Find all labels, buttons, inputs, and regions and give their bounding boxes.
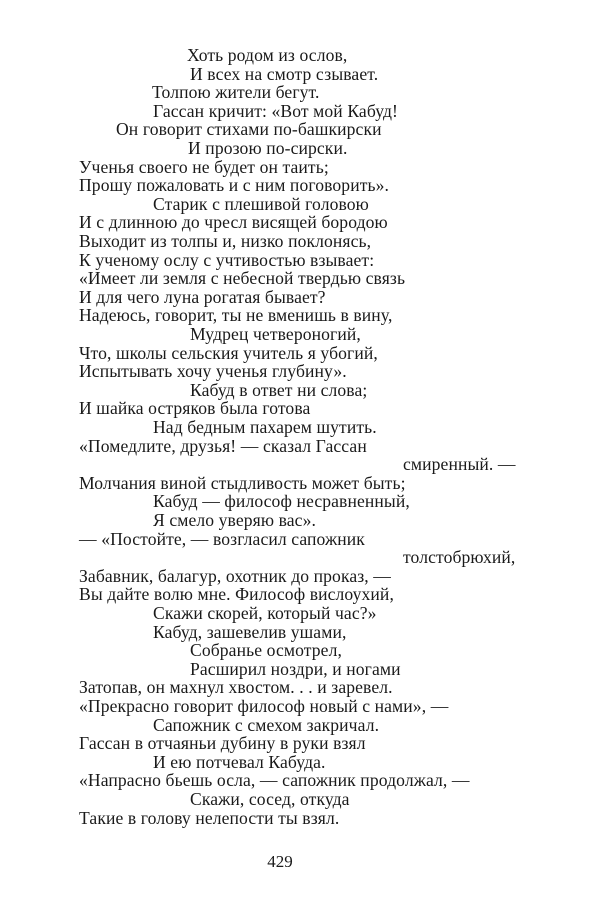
poem-line-continuation: толстобрюхий, bbox=[403, 547, 516, 568]
poem-line: И ею потчевал Кабуда. bbox=[153, 751, 326, 772]
poem-line: Сапожник с смехом закричал. bbox=[153, 714, 380, 735]
poem-line: И всех на смотр сзывает. bbox=[190, 63, 379, 84]
poem-line: Кабуд — философ несравненный, bbox=[153, 491, 410, 512]
poem-line: Такие в голову нелепости ты взял. bbox=[79, 807, 340, 828]
poem-line: К ученому ослу с учтивостью взывает: bbox=[79, 249, 375, 270]
poem-line: Выходит из толпы и, низко поклонясь, bbox=[79, 231, 372, 251]
poem-line: «Напрасно бьешь осла, — сапожник продолжал, — bbox=[79, 770, 470, 791]
poem-line: Испытывать хочу ученья глубину». bbox=[79, 361, 347, 382]
poem-line: И прозою по-сирски. bbox=[188, 138, 348, 158]
poem-line: И для чего луна рогатая бывает? bbox=[79, 286, 326, 307]
poem-line: Я смело уверяю вас». bbox=[153, 510, 316, 530]
poem-line: Он говорит стихами по-башкирски bbox=[116, 119, 382, 140]
poem-line: Кабуд, зашевелив ушами, bbox=[153, 621, 347, 642]
poem-line: «Помедлите, друзья! — сказал Гассан bbox=[79, 435, 367, 456]
poem-line: Молчания виной стыдливость может быть; bbox=[79, 472, 406, 493]
poem-line: Собранье осмотрел, bbox=[190, 640, 342, 661]
poem-line: Скажи, сосед, откуда bbox=[190, 789, 350, 809]
poem-line: И шайка остряков была готова bbox=[79, 398, 311, 419]
poem-line: — «Постойте, — возгласил сапожник bbox=[79, 528, 365, 549]
poem-line: Мудрец четвероногий, bbox=[190, 324, 361, 344]
poem-line: Хоть родом из ослов, bbox=[187, 45, 348, 65]
poem-line: Ученья своего не будет он таить; bbox=[79, 156, 329, 177]
poem-line: «Прекрасно говорит философ новый с нами», — bbox=[79, 696, 449, 716]
poem-line: Толпою жители бегут. bbox=[152, 82, 320, 103]
poem-line: Что, школы сельския учитель я убогий, bbox=[79, 342, 378, 363]
poem-line: Вы дайте волю мне. Философ вислоухий, bbox=[79, 584, 394, 605]
poem-line: Над бедным пахарем шутить. bbox=[153, 417, 377, 437]
poem-line: И с длинною до чресл висящей бородою bbox=[79, 212, 388, 233]
poem-line-continuation: смиренный. — bbox=[403, 454, 516, 475]
poem-line: Забавник, балагур, охотник до проказ, — bbox=[79, 565, 391, 586]
poem-line: Расширил ноздри, и ногами bbox=[190, 658, 401, 679]
poem-line: Надеюсь, говорит, ты не вменишь в вину, bbox=[79, 305, 393, 326]
poem-line: Скажи скорей, который час?» bbox=[153, 603, 377, 623]
poem-line: Затопав, он махнул хвостом. . . и заревел. bbox=[79, 677, 393, 698]
poem-line: Старик с плешивой головою bbox=[153, 193, 369, 214]
poem-line: Кабуд в ответ ни слова; bbox=[190, 379, 368, 400]
poem-line: Гассан кричит: «Вот мой Кабуд! bbox=[153, 100, 399, 121]
page-number: 429 bbox=[267, 852, 293, 871]
poem-line: Прошу пожаловать и с ним поговорить». bbox=[79, 175, 390, 196]
poem-line: «Имеет ли земля с небесной твердью связь bbox=[79, 268, 406, 289]
poem-line: Гассан в отчаяньи дубину в руки взял bbox=[79, 733, 366, 754]
